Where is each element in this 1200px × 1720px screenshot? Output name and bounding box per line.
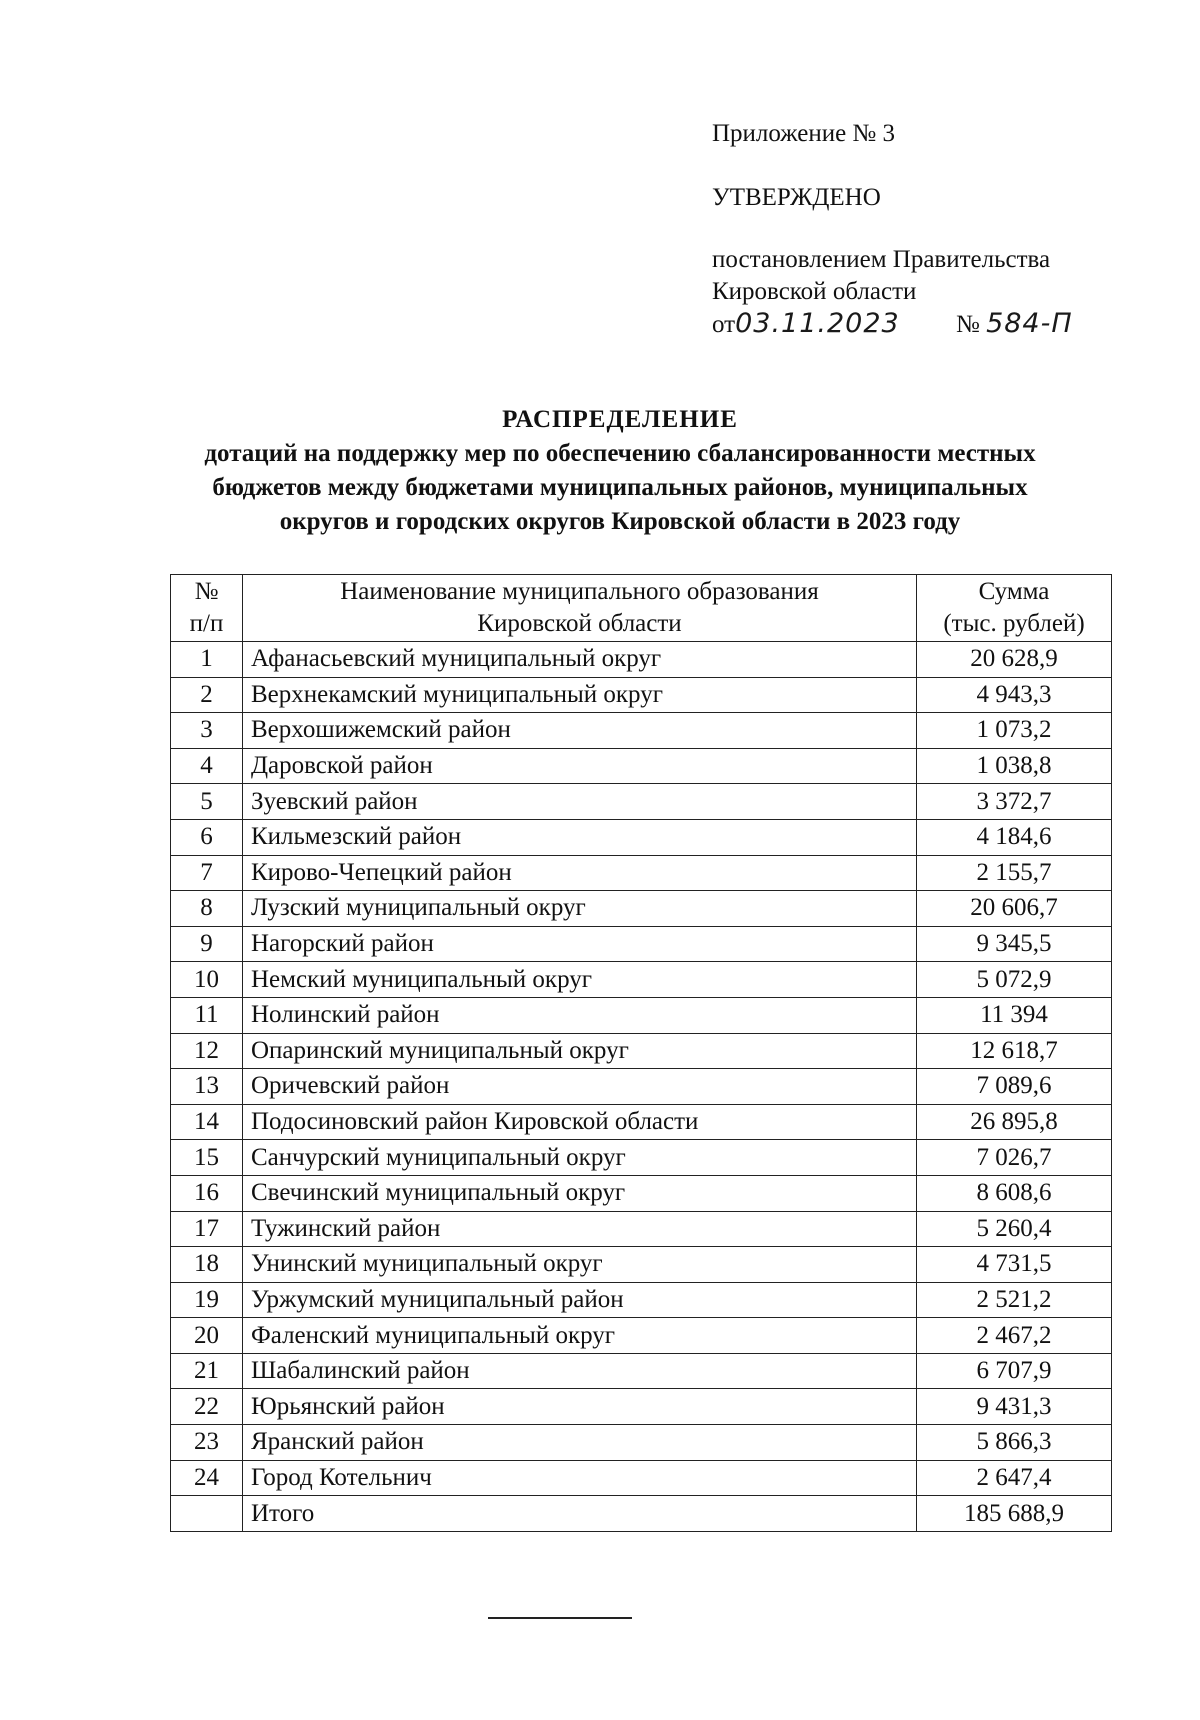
table-header-row — [171, 575, 1112, 642]
row-sum-cell: 2 647,4 — [917, 1460, 1112, 1496]
row-name-cell: Опаринский муниципальный округ — [243, 1033, 917, 1069]
header-number-line-1: № — [194, 578, 219, 605]
table-row — [171, 855, 1112, 891]
row-sum-cell: 2 155,7 — [917, 855, 1112, 891]
table-row — [171, 1104, 1112, 1140]
row-sum-cell: 4 943,3 — [917, 677, 1112, 713]
table-row — [171, 819, 1112, 855]
row-name-cell: Свечинский муниципальный округ — [243, 1175, 917, 1211]
row-name-cell: Нолинский район — [243, 997, 917, 1033]
table-row — [171, 1211, 1112, 1247]
row-name-cell: Яранский район — [243, 1425, 917, 1461]
table-row — [171, 1033, 1112, 1069]
row-number-cell: 7 — [171, 855, 243, 891]
row-number-cell: 20 — [171, 1318, 243, 1354]
table-row — [171, 1425, 1112, 1461]
header-name — [243, 575, 917, 642]
row-number-cell: 17 — [171, 1211, 243, 1247]
row-number-cell: 10 — [171, 962, 243, 998]
row-number-cell: 22 — [171, 1389, 243, 1425]
row-name-cell: Уржумский муниципальный район — [243, 1282, 917, 1318]
table-total-row — [171, 1496, 1112, 1532]
date-prefix: от — [712, 311, 736, 338]
table-row — [171, 1318, 1112, 1354]
row-name-cell: Тужинский район — [243, 1211, 917, 1247]
row-name-cell: Зуевский район — [243, 784, 917, 820]
row-name-cell: Город Котельнич — [243, 1460, 917, 1496]
row-number-cell: 3 — [171, 713, 243, 749]
header-sum — [917, 575, 1112, 642]
row-name-cell: Кирово-Чепецкий район — [243, 855, 917, 891]
row-name-cell: Нагорский район — [243, 926, 917, 962]
document-subtitle-line-2: бюджетов между бюджетами муниципальных районов, муниципальных — [212, 474, 1028, 501]
total-sum-cell: 185 688,9 — [917, 1496, 1112, 1532]
table-row — [171, 1389, 1112, 1425]
row-name-cell: Подосиновский район Кировской области — [243, 1104, 917, 1140]
total-name-cell: Итого — [243, 1496, 917, 1532]
row-sum-cell: 5 260,4 — [917, 1211, 1112, 1247]
row-number-cell: 12 — [171, 1033, 243, 1069]
row-number-cell: 6 — [171, 819, 243, 855]
row-sum-cell: 7 026,7 — [917, 1140, 1112, 1176]
table-row — [171, 1282, 1112, 1318]
table-row — [171, 891, 1112, 927]
decree-line-2: Кировской области — [712, 278, 917, 305]
row-sum-cell: 12 618,7 — [917, 1033, 1112, 1069]
row-sum-cell: 1 073,2 — [917, 713, 1112, 749]
distribution-table — [170, 574, 1112, 1532]
decree-number: 584-П — [986, 308, 1073, 339]
row-sum-cell: 5 072,9 — [917, 962, 1112, 998]
table-row — [171, 926, 1112, 962]
row-sum-cell: 20 606,7 — [917, 891, 1112, 927]
row-sum-cell: 5 866,3 — [917, 1425, 1112, 1461]
row-name-cell: Оричевский район — [243, 1069, 917, 1105]
table-row — [171, 642, 1112, 678]
header-number — [171, 575, 243, 642]
decree-date-number — [712, 308, 1073, 341]
number-prefix: № — [955, 311, 980, 338]
header-name-line-1: Наименование муниципального образования — [340, 578, 819, 605]
row-number-cell: 4 — [171, 748, 243, 784]
row-number-cell: 24 — [171, 1460, 243, 1496]
row-name-cell: Санчурский муниципальный округ — [243, 1140, 917, 1176]
document-heading — [130, 403, 1110, 539]
row-sum-cell: 2 521,2 — [917, 1282, 1112, 1318]
row-number-cell: 16 — [171, 1175, 243, 1211]
footer-divider — [488, 1617, 632, 1619]
header-name-line-2: Кировской области — [477, 610, 682, 637]
row-number-cell: 11 — [171, 997, 243, 1033]
row-sum-cell: 7 089,6 — [917, 1069, 1112, 1105]
document-subtitle-line-1: дотаций на поддержку мер по обеспечению сбалансированности местных — [204, 440, 1036, 467]
table-row — [171, 962, 1112, 998]
row-sum-cell: 20 628,9 — [917, 642, 1112, 678]
row-number-cell: 2 — [171, 677, 243, 713]
row-number-cell: 19 — [171, 1282, 243, 1318]
table-row — [171, 1247, 1112, 1283]
table-row — [171, 1069, 1112, 1105]
row-name-cell: Даровской район — [243, 748, 917, 784]
total-num-cell — [171, 1496, 243, 1532]
row-name-cell: Лузский муниципальный округ — [243, 891, 917, 927]
row-number-cell: 14 — [171, 1104, 243, 1140]
row-sum-cell: 9 431,3 — [917, 1389, 1112, 1425]
table-row — [171, 997, 1112, 1033]
row-sum-cell: 1 038,8 — [917, 748, 1112, 784]
table-row — [171, 1460, 1112, 1496]
table-body — [171, 642, 1112, 1532]
document-title: РАСПРЕДЕЛЕНИЕ — [502, 406, 738, 433]
table-row — [171, 1353, 1112, 1389]
row-number-cell: 21 — [171, 1353, 243, 1389]
row-name-cell: Немский муниципальный округ — [243, 962, 917, 998]
row-number-cell: 1 — [171, 642, 243, 678]
row-number-cell: 5 — [171, 784, 243, 820]
table-row — [171, 713, 1112, 749]
row-number-cell: 13 — [171, 1069, 243, 1105]
approved-label: УТВЕРЖДЕНО — [712, 184, 881, 211]
row-sum-cell: 6 707,9 — [917, 1353, 1112, 1389]
row-sum-cell: 26 895,8 — [917, 1104, 1112, 1140]
row-name-cell: Верхошижемский район — [243, 713, 917, 749]
row-sum-cell: 8 608,6 — [917, 1175, 1112, 1211]
row-number-cell: 15 — [171, 1140, 243, 1176]
row-name-cell: Верхнекамский муниципальный округ — [243, 677, 917, 713]
table-row — [171, 677, 1112, 713]
row-sum-cell: 4 731,5 — [917, 1247, 1112, 1283]
row-name-cell: Фаленский муниципальный округ — [243, 1318, 917, 1354]
row-sum-cell: 3 372,7 — [917, 784, 1112, 820]
row-sum-cell: 2 467,2 — [917, 1318, 1112, 1354]
decree-date: 03.11.2023 — [735, 308, 900, 339]
row-sum-cell: 9 345,5 — [917, 926, 1112, 962]
document-subtitle-line-3: округов и городских округов Кировской области в 2023 году — [279, 508, 961, 535]
header-sum-line-1: Сумма — [978, 578, 1050, 605]
table-row — [171, 748, 1112, 784]
approval-block — [712, 118, 1073, 341]
row-sum-cell: 11 394 — [917, 997, 1112, 1033]
header-number-line-2: п/п — [189, 610, 224, 637]
row-name-cell: Юрьянский район — [243, 1389, 917, 1425]
row-name-cell: Шабалинский район — [243, 1353, 917, 1389]
row-name-cell: Кильмезский район — [243, 819, 917, 855]
row-number-cell: 8 — [171, 891, 243, 927]
table-row — [171, 1140, 1112, 1176]
row-sum-cell: 4 184,6 — [917, 819, 1112, 855]
table-row — [171, 1175, 1112, 1211]
header-sum-line-2: (тыс. рублей) — [943, 610, 1085, 637]
decree-line-1: постановлением Правительства — [712, 246, 1051, 273]
row-number-cell: 18 — [171, 1247, 243, 1283]
appendix-label: Приложение № 3 — [712, 120, 896, 147]
row-number-cell: 9 — [171, 926, 243, 962]
row-number-cell: 23 — [171, 1425, 243, 1461]
row-name-cell: Афанасьевский муниципальный округ — [243, 642, 917, 678]
table-row — [171, 784, 1112, 820]
row-name-cell: Унинский муниципальный округ — [243, 1247, 917, 1283]
